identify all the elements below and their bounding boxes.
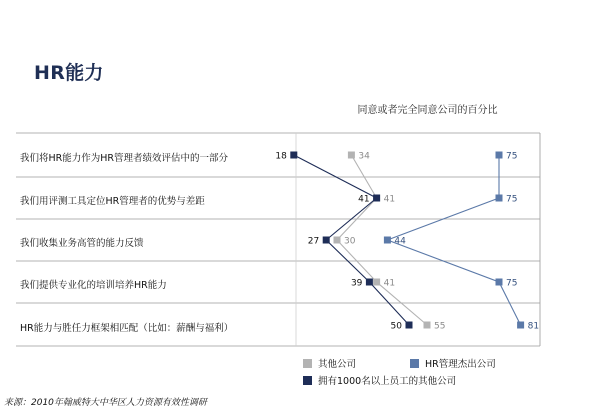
legend-item-hr-excellent	[410, 356, 496, 370]
legend-label-other-companies: 其他公司	[318, 359, 357, 370]
data-point-large-companies-4	[366, 279, 373, 286]
data-point-other-companies-5	[424, 322, 431, 329]
data-label-large-companies-5: 50	[390, 321, 402, 332]
legend-item-other-companies	[303, 356, 356, 370]
category-label-1: 我们将HR能力作为HR管理者绩效评估中的一部分	[20, 153, 228, 164]
data-label-large-companies-3: 27	[307, 236, 320, 247]
data-point-other-companies-1	[348, 152, 355, 159]
legend-item-large-companies	[303, 373, 456, 387]
data-point-large-companies-2	[373, 195, 380, 202]
data-point-hr-excellent-3	[384, 237, 391, 244]
data-label-hr-excellent-5: 81	[527, 321, 540, 332]
data-point-hr-excellent-2	[496, 195, 503, 202]
category-label-5: HR能力与胜任力框架相匹配（比如：薪酬与福利）	[20, 323, 234, 334]
data-point-hr-excellent-4	[496, 279, 503, 286]
data-label-other-companies-1: 34	[358, 151, 370, 162]
data-label-large-companies-1: 18	[275, 151, 287, 162]
data-label-hr-excellent-3: 44	[394, 236, 406, 247]
data-label-hr-excellent-1: 75	[506, 151, 518, 162]
data-point-other-companies-4	[373, 279, 380, 286]
data-point-other-companies-3	[334, 237, 341, 244]
legend-swatch-hr-excellent	[410, 359, 419, 368]
category-label-3: 我们收集业务高管的能力反馈	[20, 238, 144, 249]
legend-label-large-companies: 拥有1000名以上员工的其他公司	[318, 376, 457, 387]
legend-swatch-large-companies	[303, 376, 312, 385]
data-label-hr-excellent-4: 75	[506, 278, 518, 289]
data-label-other-companies-4: 41	[383, 278, 396, 289]
data-point-hr-excellent-1	[496, 152, 503, 159]
data-point-large-companies-3	[323, 237, 330, 244]
data-label-large-companies-2: 41	[358, 194, 370, 205]
legend-swatch-other-companies	[303, 359, 312, 368]
chart-title: HR能力	[34, 62, 104, 84]
data-point-large-companies-1	[290, 152, 297, 159]
data-label-other-companies-5: 55	[434, 321, 446, 332]
series-line-hr-excellent	[387, 155, 520, 325]
data-label-hr-excellent-2: 75	[506, 194, 518, 205]
category-label-2: 我们用评测工具定位HR管理者的优势与差距	[20, 196, 205, 207]
data-point-large-companies-5	[406, 322, 413, 329]
data-label-other-companies-3: 30	[344, 236, 356, 247]
data-label-large-companies-4: 39	[350, 278, 363, 289]
source-note: 来源：2010年翰威特大中华区人力资源有效性调研	[4, 398, 207, 408]
chart-subtitle: 同意或者完全同意公司的百分比	[357, 105, 498, 116]
data-point-hr-excellent-5	[517, 322, 524, 329]
legend-label-hr-excellent: HR管理杰出公司	[425, 359, 496, 370]
category-label-4: 我们提供专业化的培训培养HR能力	[20, 280, 167, 291]
data-label-other-companies-2: 41	[383, 194, 396, 205]
